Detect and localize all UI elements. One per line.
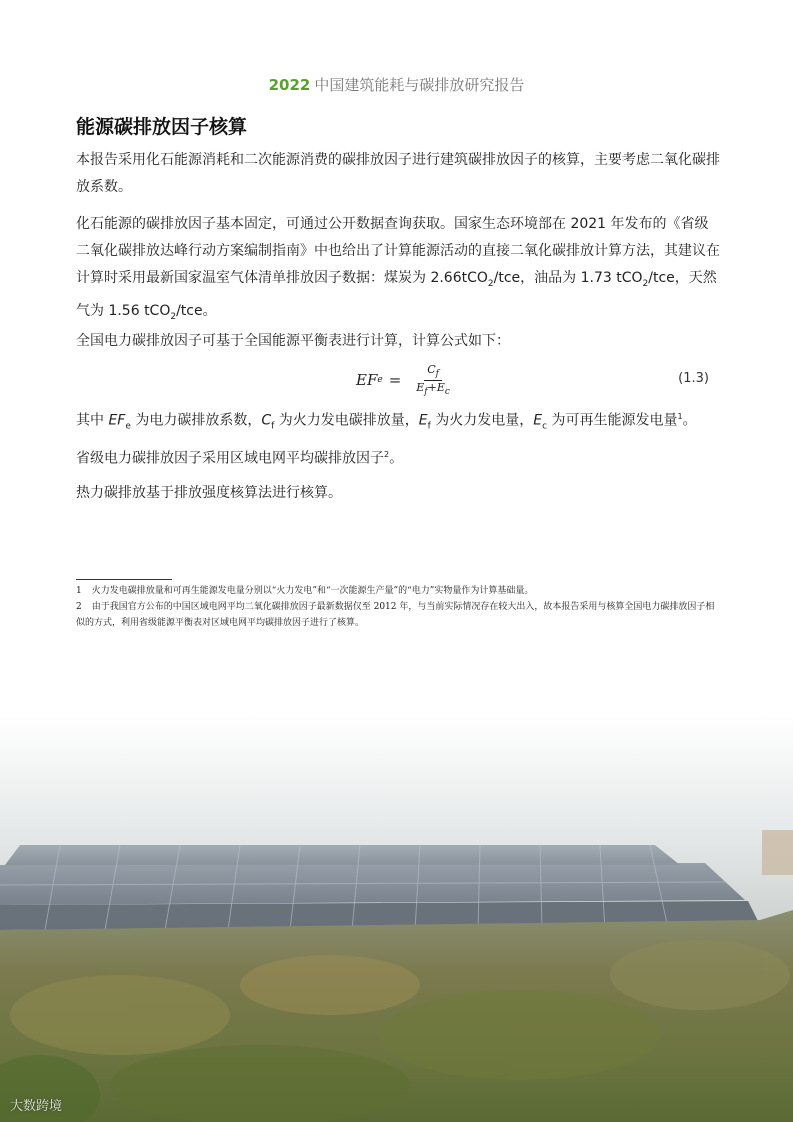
paragraph-intro: 本报告采用化石能源消耗和二次能源消费的碳排放因子进行建筑碳排放因子的核算，主要考虑二氧化碳排放系数。 [76, 152, 720, 195]
var-ec-sub: c [542, 421, 548, 432]
header-title: 中国建筑能耗与碳排放研究报告 [314, 76, 525, 94]
p4-text: 为火力发电碳排放量， [274, 412, 419, 429]
footnote-number: 1 [76, 586, 82, 596]
co2-subscript: 2 [642, 278, 649, 289]
var-ef2: E [418, 412, 428, 429]
solar-panel-row-middle [0, 863, 745, 905]
formula-fraction [413, 363, 453, 396]
equation [356, 362, 453, 398]
var-ef: EF [108, 412, 126, 429]
var-ef2-sub: f [427, 421, 431, 432]
footnote-text: 由于我国官方公布的中国区域电网平均二氧化碳排放因子最新数据仅至 2012 年，与当前实际情况存在较大出入，故本报告采用与核算全国电力碳排放因子相似的方式，利用省级能源平衡表对区域电网平均碳排放因子进行了核算。 [76, 602, 715, 628]
solar-panel-row-back [5, 845, 680, 865]
footnote-ref-1[interactable]: 1 [677, 412, 683, 421]
p2-part-a: 化石能源的碳排放因子基本固定，可通过公开数据查询获取。国家生态环境部在 2021 年发布的《省级二氧化碳排放达峰行动方案编制指南》中也给出了计算能源活动的直接二氧化碳排放计算方法，其建议在计算时采用最新国家温室气体清单排放因子数据：煤炭为 2.66tCO [76, 216, 720, 286]
p4-text: 其中 [76, 412, 109, 429]
equation-block [76, 362, 721, 398]
footnote-text: 火力发电碳排放量和可再生能源发电量分别以“火力发电”和“一次能源生产量”的“电力”实物量作为计算基础量。 [91, 586, 534, 596]
paragraph-provincial-factor [76, 441, 721, 473]
building [762, 830, 793, 875]
footnote-divider [76, 579, 172, 580]
paragraph-formula-intro: 全国电力碳排放因子可基于全国能源平衡表进行计算，计算公式如下： [76, 333, 510, 349]
p2-part-c: /tce，天然气为 1.56 tCO [76, 270, 717, 319]
paragraph-heat-emission: 热力碳排放基于排放强度核算法进行核算。 [76, 485, 342, 501]
den-var-b: E [436, 380, 445, 394]
p4-text: 为火力发电量， [430, 412, 534, 429]
paragraph-variable-definitions [76, 403, 721, 440]
p5-text: 省级电力碳排放因子采用区域电网平均碳排放因子 [76, 450, 384, 467]
header-year: 2022 [268, 76, 311, 94]
den-sub-a: f [424, 386, 428, 397]
p5-end: 。 [389, 450, 404, 467]
equation-number: (1.3) [678, 371, 709, 386]
paragraph-fossil-factors [76, 211, 721, 331]
p4-text: 。 [682, 412, 697, 429]
den-var-a: E [416, 380, 425, 394]
co2-subscript: 2 [487, 278, 494, 289]
var-ec: E [533, 412, 543, 429]
formula-lhs: EF [356, 371, 378, 389]
var-cf: C [261, 412, 272, 429]
p2-part-d: /tce。 [176, 302, 217, 319]
p4-text: 为电力碳排放系数， [130, 412, 262, 429]
watermark: 大数跨境 [10, 1099, 63, 1114]
numerator-var: C [427, 363, 436, 377]
formula-lhs-sub: e [377, 375, 383, 385]
page-header [0, 74, 793, 95]
footnote-2 [76, 599, 721, 631]
formula-numerator [424, 363, 442, 380]
den-sub-b: c [444, 386, 450, 397]
solar-field-photo [0, 715, 793, 1122]
co2-subscript: 2 [170, 311, 177, 322]
footnote-1 [76, 583, 721, 599]
p4-text: 为可再生能源发电量 [547, 412, 678, 429]
p2-part-b: /tce，油品为 1.73 tCO [493, 270, 643, 286]
equals-sign: = [388, 371, 402, 389]
numerator-sub: f [435, 369, 439, 380]
formula-denominator [413, 381, 453, 397]
plus-sign: + [427, 380, 437, 394]
footnote-number: 2 [76, 602, 82, 612]
footnote-ref-2[interactable]: 2 [384, 450, 390, 459]
footnotes [76, 583, 721, 631]
section-title: 能源碳排放因子核算 [76, 116, 248, 138]
var-cf-sub: f [271, 421, 275, 432]
var-ef-sub: e [125, 421, 131, 432]
